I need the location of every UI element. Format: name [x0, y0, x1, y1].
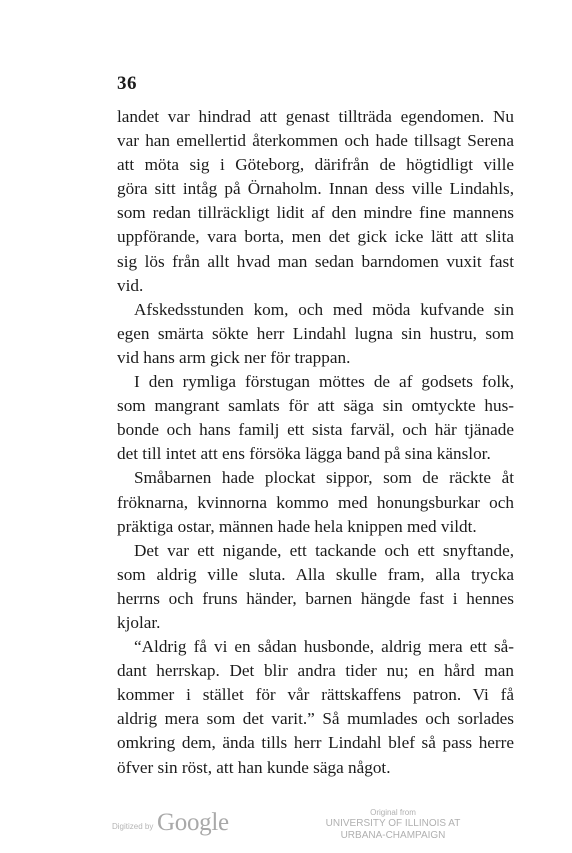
digitized-by-label: Digitized by — [112, 822, 154, 831]
text-line: uppförande, vara borta, men det gick icke lätt att slita — [117, 227, 514, 247]
text-line: egen smärta sökte herr Lindahl lugna sin hustru, som — [117, 323, 514, 343]
google-logo: Google — [157, 809, 229, 836]
text-line: bonde och hans familj ett sista farväl, och här tjänade — [117, 420, 514, 440]
text-line: “Aldrig få vi en sådan husbonde, aldrig mera ett så- — [134, 637, 514, 657]
text-line: herrns och fruns händer, barnen hängde fast i hennes — [117, 588, 514, 608]
text-line: att möta sig i Göteborg, därifrån de högtidligt ville — [117, 155, 514, 175]
digitization-footer — [0, 806, 572, 853]
text-line: det till intet att ens försöka lägga band på sina känslor. — [117, 444, 491, 464]
text-line: sig lös från allt hvad man sedan barndomen vuxit fast — [117, 251, 514, 271]
text-line: kjolar. — [117, 612, 161, 632]
text-line: vid hans arm gick ner för trappan. — [117, 347, 351, 367]
text-line: kommer i stället för vår rättskaffens patron. Vi få — [117, 685, 514, 705]
page-number: 36 — [117, 73, 137, 94]
institution-line-2: URBANA-CHAMPAIGN — [340, 830, 446, 841]
text-line: aldrig mera som det varit.” Så mumlades och sorlades — [117, 709, 514, 729]
text-line: öfver sin röst, att han kunde säga något. — [117, 757, 391, 777]
text-line: vid. — [117, 275, 144, 295]
text-line: Det var ett nigande, ett tackande och ett snyftande, — [134, 540, 514, 560]
text-line: dant herrskap. Det blir andra tider nu; en hård man — [117, 661, 514, 681]
text-line: Småbarnen hade plockat sippor, som de räckte åt — [134, 468, 514, 488]
text-line: fröknarna, kvinnorna kommo med honungsburkar och — [117, 492, 514, 512]
original-source — [320, 808, 466, 842]
text-line: Afskedsstunden kom, och med möda kufvande sin — [134, 299, 514, 319]
page-body — [117, 105, 514, 780]
text-line: göra sitt intåg på Örnaholm. Innan dess ville Lindahls, — [117, 179, 514, 199]
text-line: som aldrig ville sluta. Alla skulle fram, alla trycka — [117, 564, 514, 584]
text-line: I den rymliga förstugan möttes de af godsets folk, — [134, 372, 514, 392]
text-line: som redan tillräckligt lidit af den mindre fine mannens — [117, 203, 514, 223]
text-line: som mangrant samlats för att säga sin omtyckte hus- — [117, 396, 514, 416]
text-line: omkring dem, ända tills herr Lindahl blef så pass herre — [117, 733, 514, 753]
text-line: präktiga ostar, männen hade hela knippen med vildt. — [117, 516, 477, 536]
text-line: landet var hindrad att genast tillträda egendomen. Nu — [117, 107, 514, 126]
text-line: var han emellertid återkommen och hade tillsagt Serena — [117, 131, 514, 151]
original-from-label: Original from — [370, 808, 416, 817]
institution-line-1: UNIVERSITY OF ILLINOIS AT — [325, 818, 461, 829]
